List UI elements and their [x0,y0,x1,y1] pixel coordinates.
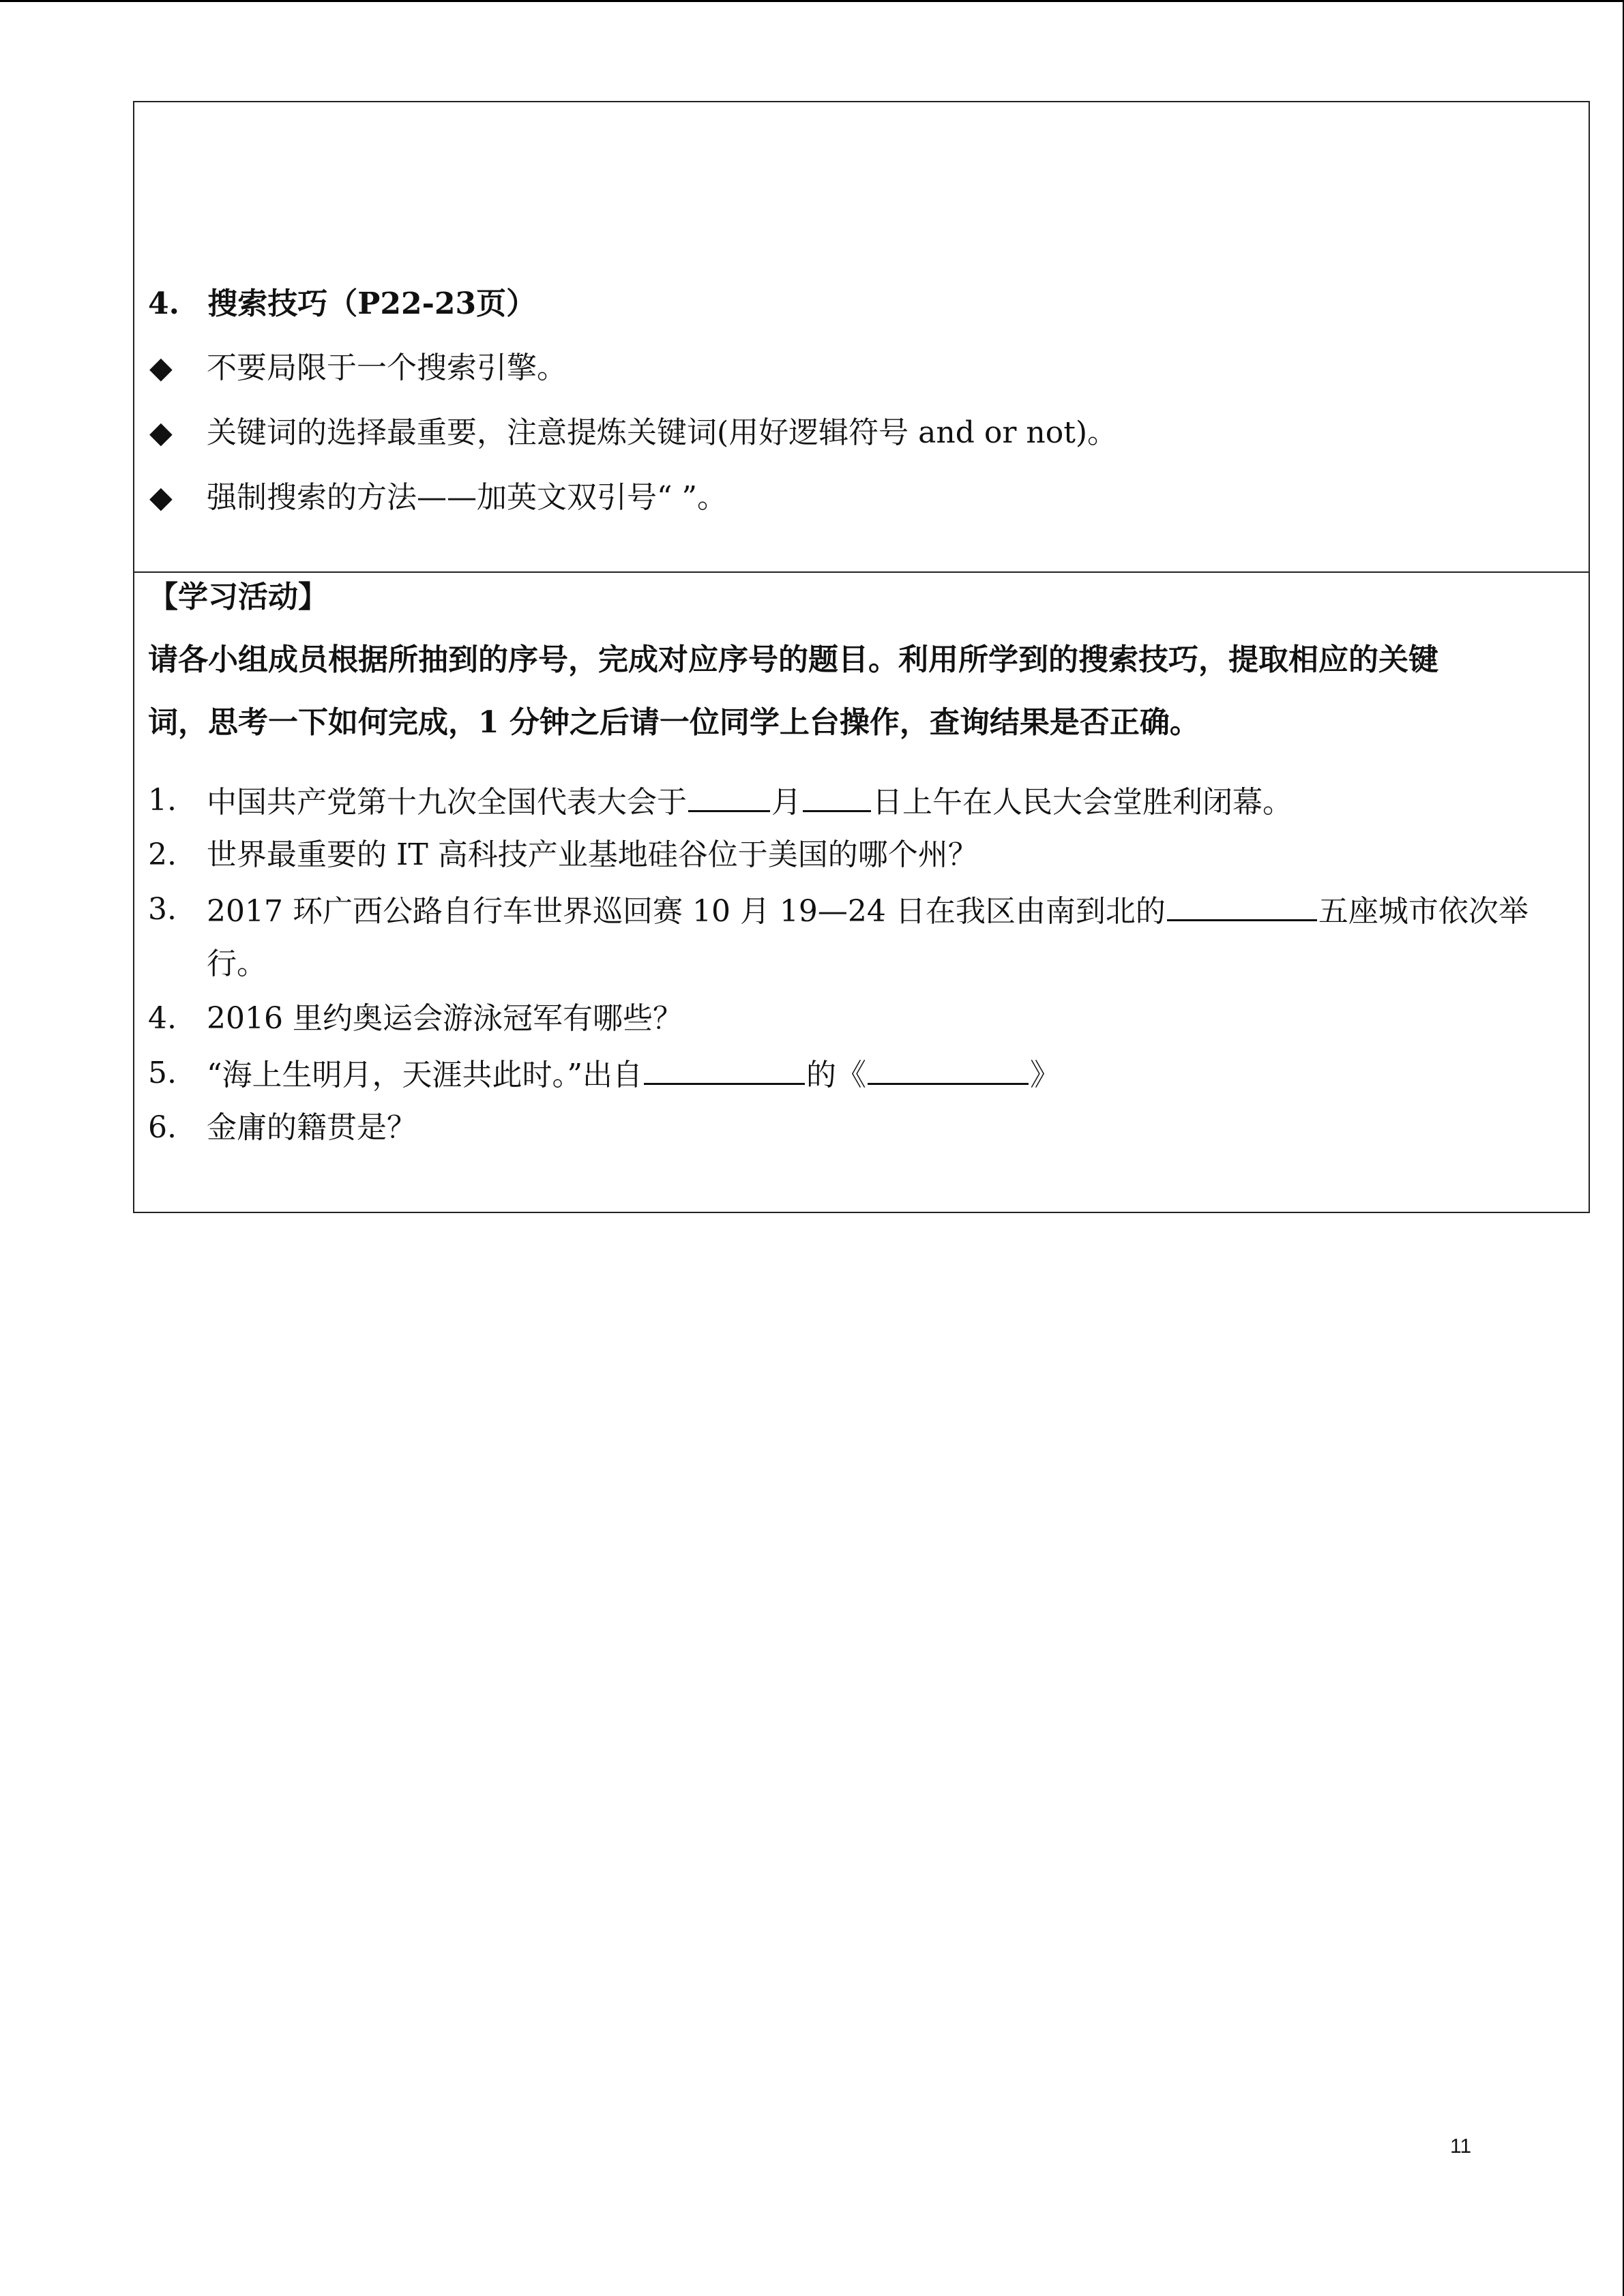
question-text [207,889,1529,932]
question-number: 1. [148,783,177,818]
question-number: 3. [148,892,177,927]
question-text-part: 中国共产党第十九次全国代表大会于 [207,785,687,820]
answer-blank[interactable] [1167,889,1317,921]
answer-blank[interactable] [803,780,871,812]
question-continuation: 行。 [207,946,267,981]
section-number: 4. [148,286,179,321]
question-text [207,780,1293,823]
question-text [207,1053,1060,1096]
section-title: 搜索技巧（P22-23页） [207,286,537,321]
search-tips-cell [134,102,1589,573]
question-text-part: 日上午在人民大会堂胜利闭幕。 [872,785,1293,820]
question-item [148,835,978,876]
question-text: 2016 里约奥运会游泳冠军有哪些？ [207,1001,683,1036]
activity-instruction-line: 请各小组成员根据所抽到的序号，完成对应序号的题目。利用所学到的搜索技巧，提取相应的关键 [148,642,1438,677]
answer-blank[interactable] [644,1053,805,1085]
question-text: 金庸的籍贯是？ [207,1110,417,1145]
page-number: 11 [1450,2135,1472,2158]
tip-text: 不要局限于一个搜索引擎。 [207,351,567,385]
diamond-bullet-icon: ◆ [149,415,173,450]
diamond-bullet-icon: ◆ [149,480,173,515]
worksheet-table [133,101,1590,1213]
section-heading [148,284,536,325]
question-number: 5. [148,1056,177,1090]
question-item [148,998,683,1039]
question-text-part: 月 [771,785,801,820]
question-number: 2. [148,837,177,872]
question-text-part: 的《 [806,1058,866,1092]
question-text: 世界最重要的 IT 高科技产业基地硅谷位于美国的哪个州？ [207,837,978,872]
question-item [148,780,1293,821]
question-number: 6. [148,1110,177,1145]
activity-instruction-line: 词，思考一下如何完成，1 分钟之后请一位同学上台操作，查询结果是否正确。 [148,705,1200,740]
question-item [148,1107,417,1148]
answer-blank[interactable] [868,1053,1029,1085]
question-item [148,889,1529,930]
question-text-part: 2017 环广西公路自行车世界巡回赛 10 月 19—24 日在我区由南到北的 [207,894,1166,929]
question-number: 4. [148,1001,177,1036]
page-top-border [0,0,1624,2]
question-text-part: 五座城市依次举 [1318,894,1529,929]
tip-text: 强制搜索的方法——加英文双引号“ ”。 [207,480,727,515]
question-text-part: “海上生明月，天涯共此时。”出自 [207,1058,643,1092]
answer-blank[interactable] [688,780,770,812]
question-item [148,1053,1060,1094]
question-text-part: 》 [1030,1058,1060,1092]
diamond-bullet-icon: ◆ [149,351,173,385]
learning-activity-cell [134,573,1589,1212]
activity-heading: 【学习活动】 [148,580,328,614]
tip-text: 关键词的选择最重要，注意提炼关键词(用好逻辑符号 and or not)。 [207,415,1118,450]
